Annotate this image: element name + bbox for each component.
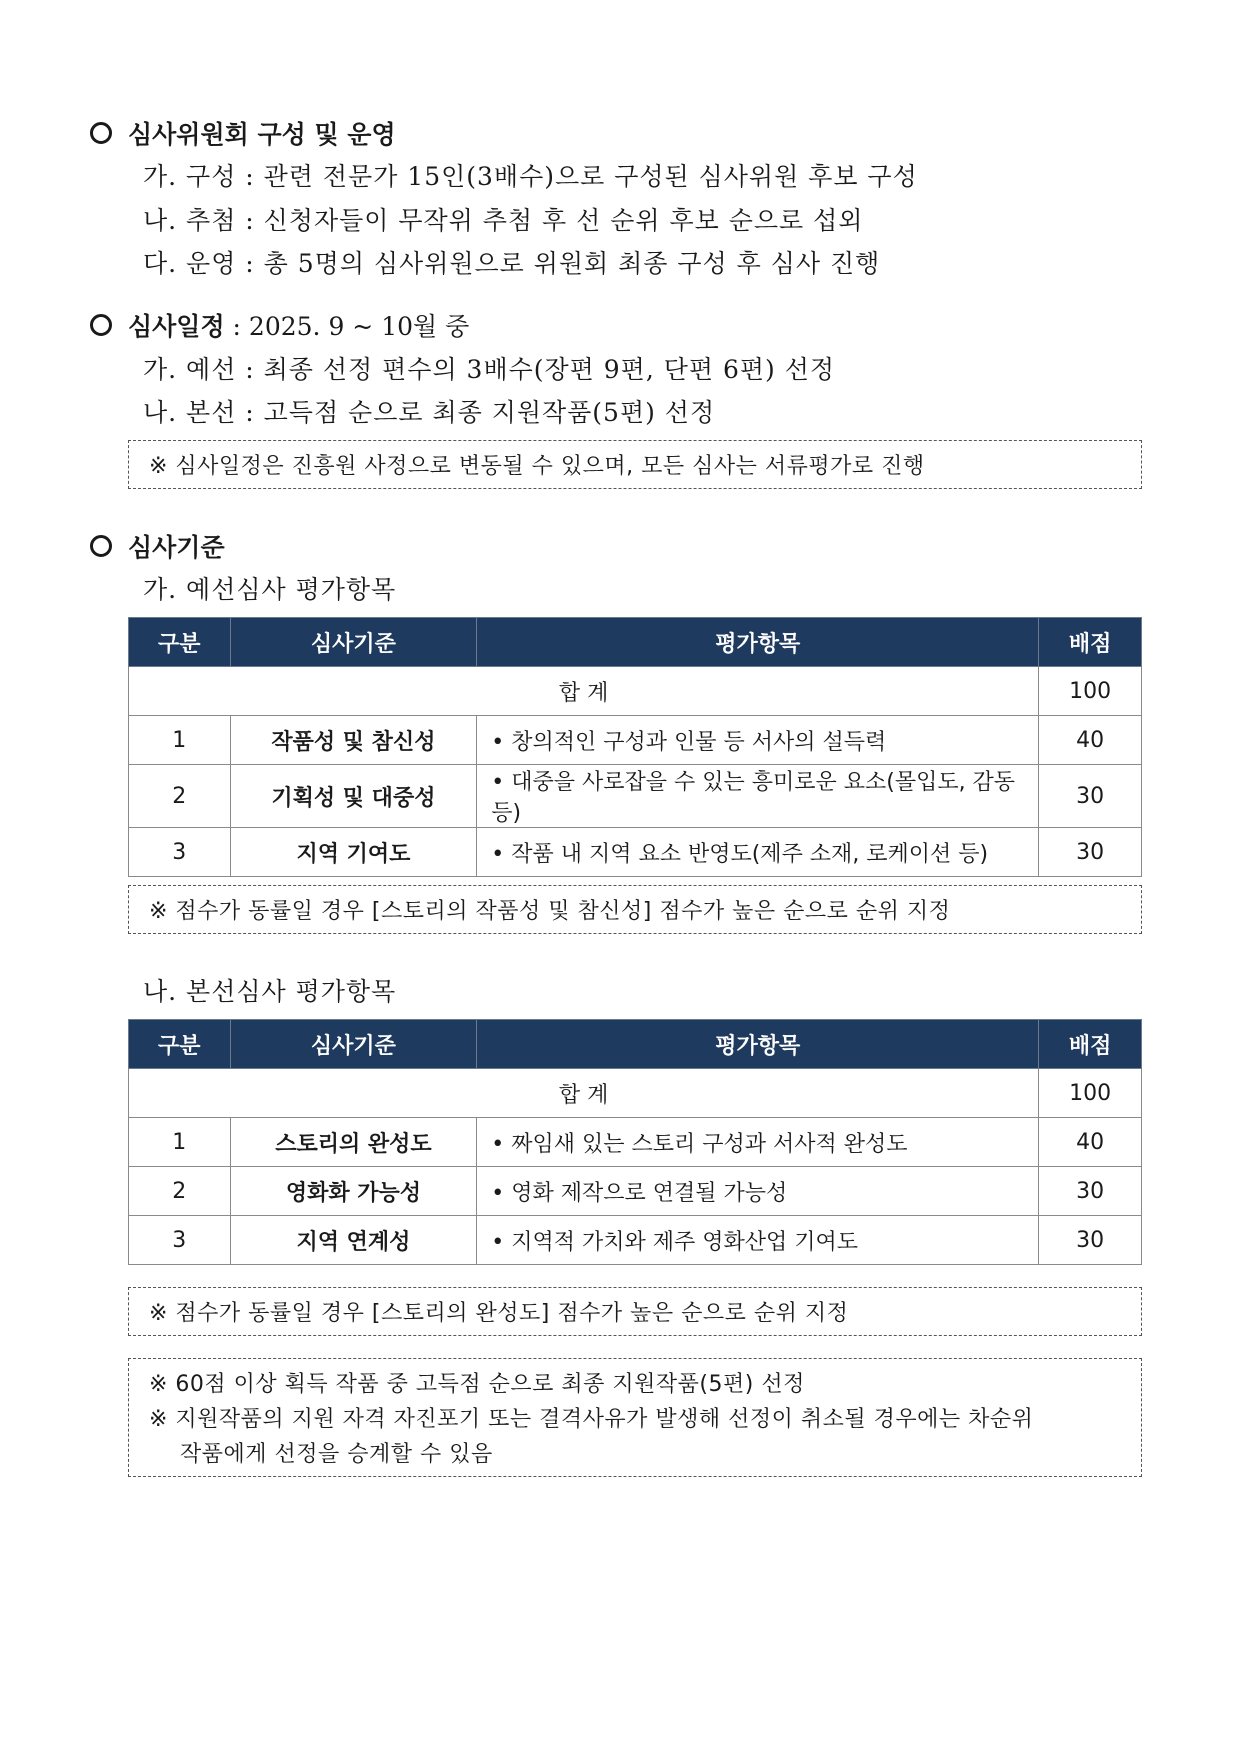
prelim-note bbox=[128, 885, 1142, 934]
schedule-note-text: ※ 심사일정은 진흥원 사정으로 변동될 수 있으며, 모든 심사는 서류평가로 진행 bbox=[149, 454, 925, 479]
committee-item-2: 나. 추첨 : 신청자들이 무작위 추첨 후 선 순위 후보 순으로 섭외 bbox=[143, 206, 864, 235]
header-score: 배점 bbox=[1039, 618, 1142, 667]
criteria-heading bbox=[90, 528, 225, 564]
final-notes-box bbox=[128, 1358, 1142, 1477]
row-criterion: 기획성 및 대중성 bbox=[230, 765, 477, 828]
table-row bbox=[129, 1118, 1142, 1167]
committee-item-3: 다. 운영 : 총 5명의 심사위원으로 위원회 최종 구성 후 심사 진행 bbox=[143, 249, 881, 278]
row-item: • 대중을 사로잡을 수 있는 흥미로운 요소(몰입도, 감동 등) bbox=[477, 765, 1039, 828]
row-score: 40 bbox=[1039, 716, 1142, 765]
table-row bbox=[129, 828, 1142, 877]
schedule-item-1: 가. 예선 : 최종 선정 편수의 3배수(장편 9편, 단편 6편) 선정 bbox=[143, 355, 836, 384]
table-row bbox=[129, 1216, 1142, 1265]
schedule-heading bbox=[90, 307, 469, 343]
circle-bullet-icon bbox=[90, 122, 112, 144]
committee-heading-text: 심사위원회 구성 및 운영 bbox=[128, 120, 396, 149]
header-item: 평가항목 bbox=[477, 1020, 1039, 1069]
row-no: 2 bbox=[129, 1167, 231, 1216]
row-no: 3 bbox=[129, 828, 231, 877]
final-notes-line-1: ※ 60점 이상 획득 작품 중 고득점 순으로 최종 지원작품(5편) 선정 bbox=[149, 1372, 805, 1397]
row-score: 30 bbox=[1039, 828, 1142, 877]
table-row bbox=[129, 765, 1142, 828]
row-criterion: 영화화 가능성 bbox=[230, 1167, 477, 1216]
committee-heading bbox=[90, 115, 396, 151]
criteria-heading-text: 심사기준 bbox=[128, 533, 225, 562]
prelim-total-row bbox=[129, 667, 1142, 716]
final-table bbox=[128, 1019, 1142, 1265]
total-score: 100 bbox=[1039, 1069, 1142, 1118]
row-item: • 영화 제작으로 연결될 가능성 bbox=[477, 1167, 1039, 1216]
committee-item-1: 가. 구성 : 관련 전문가 15인(3배수)으로 구성된 심사위원 후보 구성 bbox=[143, 162, 918, 191]
prelim-table bbox=[128, 617, 1142, 877]
row-criterion: 지역 기여도 bbox=[230, 828, 477, 877]
final-total-row bbox=[129, 1069, 1142, 1118]
row-criterion: 작품성 및 참신성 bbox=[230, 716, 477, 765]
final-header-row bbox=[129, 1020, 1142, 1069]
header-no: 구분 bbox=[129, 1020, 231, 1069]
final-note bbox=[128, 1287, 1142, 1336]
final-title: 나. 본선심사 평가항목 bbox=[143, 977, 397, 1006]
row-score: 40 bbox=[1039, 1118, 1142, 1167]
row-criterion: 스토리의 완성도 bbox=[230, 1118, 477, 1167]
prelim-header-row bbox=[129, 618, 1142, 667]
total-score: 100 bbox=[1039, 667, 1142, 716]
table-row bbox=[129, 1167, 1142, 1216]
row-criterion: 지역 연계성 bbox=[230, 1216, 477, 1265]
row-no: 1 bbox=[129, 716, 231, 765]
prelim-title: 가. 예선심사 평가항목 bbox=[143, 575, 397, 604]
circle-bullet-icon bbox=[90, 535, 112, 557]
total-label: 합 계 bbox=[129, 667, 1039, 716]
schedule-note bbox=[128, 440, 1142, 489]
table-row bbox=[129, 716, 1142, 765]
header-criterion: 심사기준 bbox=[230, 1020, 477, 1069]
row-score: 30 bbox=[1039, 1167, 1142, 1216]
final-notes-line-2-cont: 작품에게 선정을 승계할 수 있음 bbox=[180, 1442, 493, 1467]
header-no: 구분 bbox=[129, 618, 231, 667]
prelim-note-text: ※ 점수가 동률일 경우 [스토리의 작품성 및 참신성] 점수가 높은 순으로 순위 지정 bbox=[149, 899, 951, 924]
final-note-text: ※ 점수가 동률일 경우 [스토리의 완성도] 점수가 높은 순으로 순위 지정 bbox=[149, 1301, 849, 1326]
schedule-item-2: 나. 본선 : 고득점 순으로 최종 지원작품(5편) 선정 bbox=[143, 398, 716, 427]
row-score: 30 bbox=[1039, 765, 1142, 828]
row-item: • 지역적 가치와 제주 영화산업 기여도 bbox=[477, 1216, 1039, 1265]
header-item: 평가항목 bbox=[477, 618, 1039, 667]
row-no: 3 bbox=[129, 1216, 231, 1265]
final-notes-line-2: ※ 지원작품의 지원 자격 자진포기 또는 결격사유가 발생해 선정이 취소될 경우에는 차순위 bbox=[149, 1407, 1034, 1432]
header-score: 배점 bbox=[1039, 1020, 1142, 1069]
schedule-period: : 2025. 9 ~ 10월 중 bbox=[224, 312, 470, 341]
row-item: • 작품 내 지역 요소 반영도(제주 소재, 로케이션 등) bbox=[477, 828, 1039, 877]
row-item: • 짜임새 있는 스토리 구성과 서사적 완성도 bbox=[477, 1118, 1039, 1167]
row-score: 30 bbox=[1039, 1216, 1142, 1265]
header-criterion: 심사기준 bbox=[230, 618, 477, 667]
row-no: 2 bbox=[129, 765, 231, 828]
row-item: • 창의적인 구성과 인물 등 서사의 설득력 bbox=[477, 716, 1039, 765]
circle-bullet-icon bbox=[90, 314, 112, 336]
row-no: 1 bbox=[129, 1118, 231, 1167]
schedule-heading-text: 심사일정 bbox=[128, 312, 225, 341]
total-label: 합 계 bbox=[129, 1069, 1039, 1118]
